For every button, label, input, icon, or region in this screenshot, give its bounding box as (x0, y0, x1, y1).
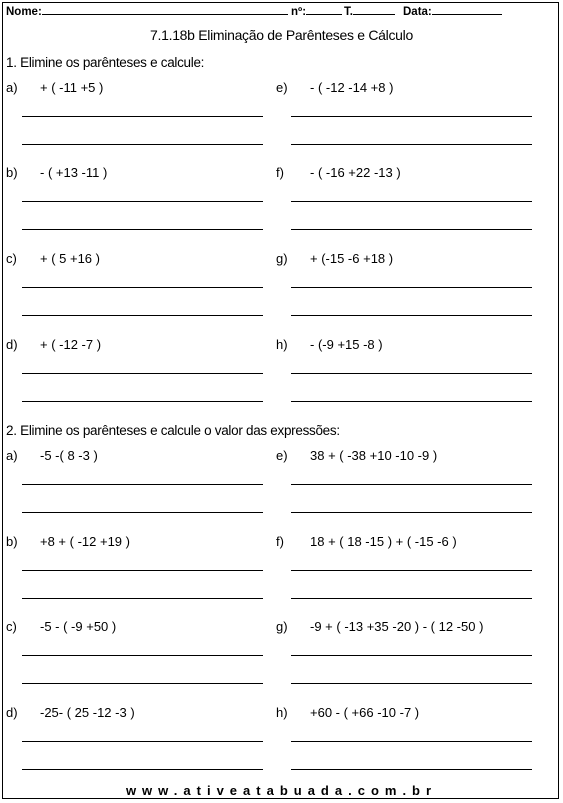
answer-line[interactable] (22, 116, 263, 117)
answer-line[interactable] (22, 655, 263, 656)
name-label: Nome: (6, 6, 42, 18)
date-label: Data: (403, 6, 432, 18)
section1-heading: 1. Elimine os parênteses e calcule: (6, 55, 205, 70)
exercise-item (276, 619, 546, 639)
exercise-item (6, 705, 276, 725)
item-expression: - (-9 +15 -8 ) (310, 337, 383, 352)
item-label: b) (6, 534, 18, 549)
number-label: nº: (291, 6, 307, 18)
answer-line[interactable] (291, 401, 532, 402)
exercise-item (276, 251, 546, 271)
exercise-item (276, 448, 546, 468)
answer-line[interactable] (22, 315, 263, 316)
item-expression: + (-15 -6 +18 ) (310, 251, 394, 266)
exercise-item (276, 80, 546, 100)
answer-line[interactable] (22, 229, 263, 230)
answer-line[interactable] (291, 683, 532, 684)
number-field[interactable] (291, 4, 342, 18)
answer-line[interactable] (291, 116, 532, 117)
answer-line[interactable] (22, 683, 263, 684)
item-label: a) (6, 448, 18, 463)
item-expression: -9 + ( -13 +35 -20 ) - ( 12 -50 ) (310, 619, 484, 634)
exercise-item (6, 448, 276, 468)
answer-line[interactable] (22, 484, 263, 485)
date-field[interactable] (403, 4, 502, 18)
exercise-item (6, 337, 276, 357)
item-expression: +8 + ( -12 +19 ) (40, 534, 130, 549)
answer-line[interactable] (22, 401, 263, 402)
answer-line[interactable] (22, 769, 263, 770)
answer-line[interactable] (291, 741, 532, 742)
section2-heading: 2. Elimine os parênteses e calcule o valor das expressões: (6, 423, 340, 438)
item-expression: + ( -12 -7 ) (40, 337, 102, 352)
item-label: g) (276, 251, 288, 266)
item-label: e) (276, 448, 288, 463)
item-label: b) (6, 165, 18, 180)
answer-line[interactable] (291, 287, 532, 288)
answer-line[interactable] (291, 655, 532, 656)
exercise-item (276, 705, 546, 725)
name-field[interactable] (6, 4, 288, 18)
item-expression: - ( -16 +22 -13 ) (310, 165, 401, 180)
answer-line[interactable] (291, 570, 532, 571)
answer-line[interactable] (22, 201, 263, 202)
item-expression: -25- ( 25 -12 -3 ) (40, 705, 135, 720)
number-line[interactable] (306, 4, 342, 15)
answer-line[interactable] (291, 229, 532, 230)
item-label: e) (276, 80, 288, 95)
item-expression: - ( -12 -14 +8 ) (310, 80, 394, 95)
exercise-item (276, 165, 546, 185)
item-label: d) (6, 705, 18, 720)
exercise-item (6, 251, 276, 271)
answer-line[interactable] (291, 484, 532, 485)
item-label: h) (276, 337, 288, 352)
answer-line[interactable] (22, 144, 263, 145)
name-line[interactable] (42, 4, 288, 15)
answer-line[interactable] (22, 287, 263, 288)
item-expression: + ( -11 +5 ) (40, 80, 104, 95)
item-label: h) (276, 705, 288, 720)
exercise-item (6, 619, 276, 639)
answer-line[interactable] (291, 144, 532, 145)
item-label: f) (276, 534, 284, 549)
item-expression: -5 -( 8 -3 ) (40, 448, 98, 463)
exercise-item (276, 534, 546, 554)
item-label: g) (276, 619, 288, 634)
exercise-item (6, 80, 276, 100)
item-expression: 38 + ( -38 +10 -10 -9 ) (310, 448, 438, 463)
answer-line[interactable] (22, 373, 263, 374)
item-label: c) (6, 251, 17, 266)
answer-line[interactable] (291, 315, 532, 316)
item-expression: - ( +13 -11 ) (40, 165, 108, 180)
item-label: a) (6, 80, 18, 95)
answer-line[interactable] (22, 570, 263, 571)
item-expression: +60 - ( +66 -10 -7 ) (310, 705, 420, 720)
answer-line[interactable] (22, 741, 263, 742)
item-expression: 18 + ( 18 -15 ) + ( -15 -6 ) (310, 534, 457, 549)
class-label: T. (344, 6, 353, 18)
item-expression: -5 - ( -9 +50 ) (40, 619, 117, 634)
item-label: c) (6, 619, 17, 634)
exercise-item (6, 534, 276, 554)
answer-line[interactable] (291, 373, 532, 374)
page-title: 7.1.18b Eliminação de Parênteses e Cálculo (150, 27, 413, 43)
item-label: d) (6, 337, 18, 352)
item-expression: + ( 5 +16 ) (40, 251, 100, 266)
date-line[interactable] (432, 4, 502, 15)
answer-line[interactable] (22, 598, 263, 599)
site-footer: www.ativeatabuada.com.br (125, 783, 438, 798)
class-field[interactable] (344, 4, 395, 18)
answer-line[interactable] (22, 512, 263, 513)
answer-line[interactable] (291, 769, 532, 770)
answer-line[interactable] (291, 512, 532, 513)
class-line[interactable] (353, 4, 395, 15)
answer-line[interactable] (291, 598, 532, 599)
exercise-item (6, 165, 276, 185)
item-label: f) (276, 165, 284, 180)
answer-line[interactable] (291, 201, 532, 202)
exercise-item (276, 337, 546, 357)
